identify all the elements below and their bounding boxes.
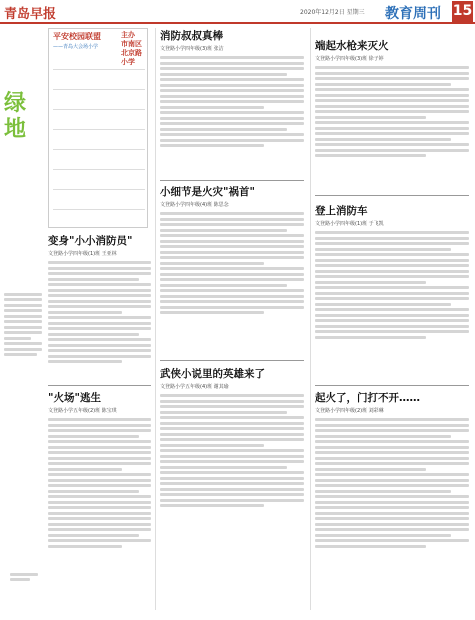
section-title: 教育周刊	[385, 6, 441, 22]
article-ladder	[315, 205, 469, 341]
article-byline: 文登路小学五年级(4)班 谢其瑜	[160, 384, 229, 390]
article-title: 起火了，门打不开……	[315, 392, 420, 404]
article-title: 消防叔叔真棒	[160, 30, 223, 42]
article-title: "火场"逃生	[48, 392, 101, 404]
article-wuhan-hero	[160, 368, 304, 510]
article-small-firefighter	[48, 235, 151, 366]
article-title: 变身"小小消防员"	[48, 235, 133, 247]
feature-word: 绿地	[4, 90, 27, 142]
article-byline: 文登路小学四年级(2)班 刘彩琳	[315, 408, 384, 414]
article-byline: 文登路小学四年级(1)班 王亚林	[48, 251, 117, 257]
sidebar-note	[4, 290, 42, 359]
article-firefighter-hero	[160, 186, 304, 317]
article-byline: 文登路小学四年级(1)班 于飞凯	[315, 221, 384, 227]
article-byline: 文登路小学四年级(3)班 张洁	[160, 46, 224, 52]
article-title: 武侠小说里的英雄来了	[160, 368, 265, 380]
issue-date: 2020年12月2日 星期三	[300, 9, 365, 16]
sidebar-credit	[10, 570, 38, 584]
article-extinguisher	[315, 40, 469, 160]
poster-image	[48, 28, 148, 228]
article-title: 小细节是火灾"祸首"	[160, 186, 255, 198]
poster-side-text: 主办 市南区 北京路小学	[121, 31, 142, 66]
article-byline: 文登路小学四年级(4)班 陈思念	[160, 202, 229, 208]
article-fire-door	[315, 392, 469, 550]
article-byline: 文登路小学四年级(3)班 徐子婷	[315, 56, 384, 62]
page-number: 15	[452, 1, 473, 22]
article-title: 登上消防车	[315, 205, 368, 217]
page-header	[0, 0, 475, 24]
article-title: 端起水枪来灭火	[315, 40, 389, 52]
poster-title: 平安校园联盟	[53, 32, 101, 41]
article-fire-drill2	[160, 30, 304, 150]
article-fire-drill	[48, 392, 151, 550]
article-byline: 文登路小学五年级(2)班 陈宝琪	[48, 408, 117, 414]
masthead-logo: 青岛早报	[4, 7, 57, 22]
poster-subtitle: ——青岛大会场小学	[53, 44, 99, 50]
